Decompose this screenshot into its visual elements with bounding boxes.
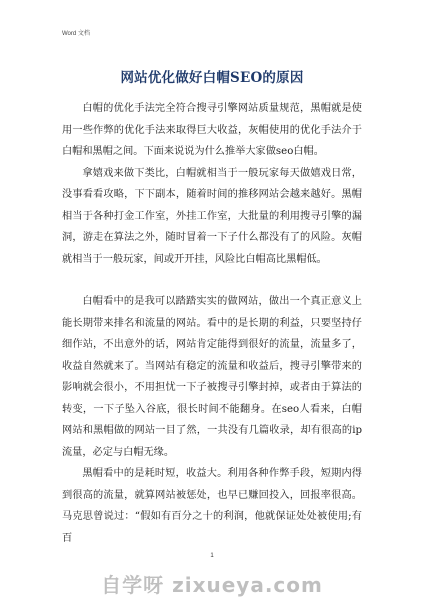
watermark: 自学呀 zixueya.com [101,572,323,597]
paragraph-2: 拿嬉戏来做下类比，白帽就相当于一般玩家每天做嬉戏日常，没事看看攻略，下下副本，随着时间的推移网站会越来越好。黑帽相当于各种打金工作室，外挂工作室，大批量的利用搜寻引擎的漏洞，游走在算法之外，随时冒着一下子什么都没有了的风险。灰帽就相当于一般玩家，间或开开挂，风险比白帽高比黑帽低。 [62,167,362,265]
paragraph-1: 白帽的优化手法完全符合搜寻引擎网站质量规范，黑帽就是使用一些作弊的优化手法来取得巨大收益，灰帽使用的优化手法介于白帽和黑帽之间。下面来说说为什么推举大家做seo白帽。 [62,103,362,157]
page-title: 网站优化做好白帽SEO的原因 [120,70,304,86]
paragraph-4: 黑帽看中的是耗时短，收益大。利用各种作弊手段，短期内得到很高的流量，就算网站被惩处，也早已赚回投入，回报率很高。马克思曾说过：“假如有百分之十的利润，他就保证处处被使用;有百 [62,468,362,544]
document-header: Word 文档 [62,31,90,37]
document-body [62,98,362,549]
page-number: 1 [210,553,214,559]
paragraph-3: 白帽看中的是我可以踏踏实实的做网站，做出一个真正意义上能长期带来排名和流量的网站。看中的是长期的利益，只要坚持仔细作站，不出意外的话，网站肯定能得到很好的流量，流量多了，收益自然就来了。当网站有稳定的流量和收益后，搜寻引擎带来的影响就会很小，不用担忧一下子被搜寻引擎封掉，或者由于算法的转变，一下子坠入谷底，很长时间不能翻身。在seo人看来，白帽网站和黑帽做的网站一目了然，一共没有几篇收录，却有很高的ip流量，必定与白帽无缘。 [62,296,362,458]
